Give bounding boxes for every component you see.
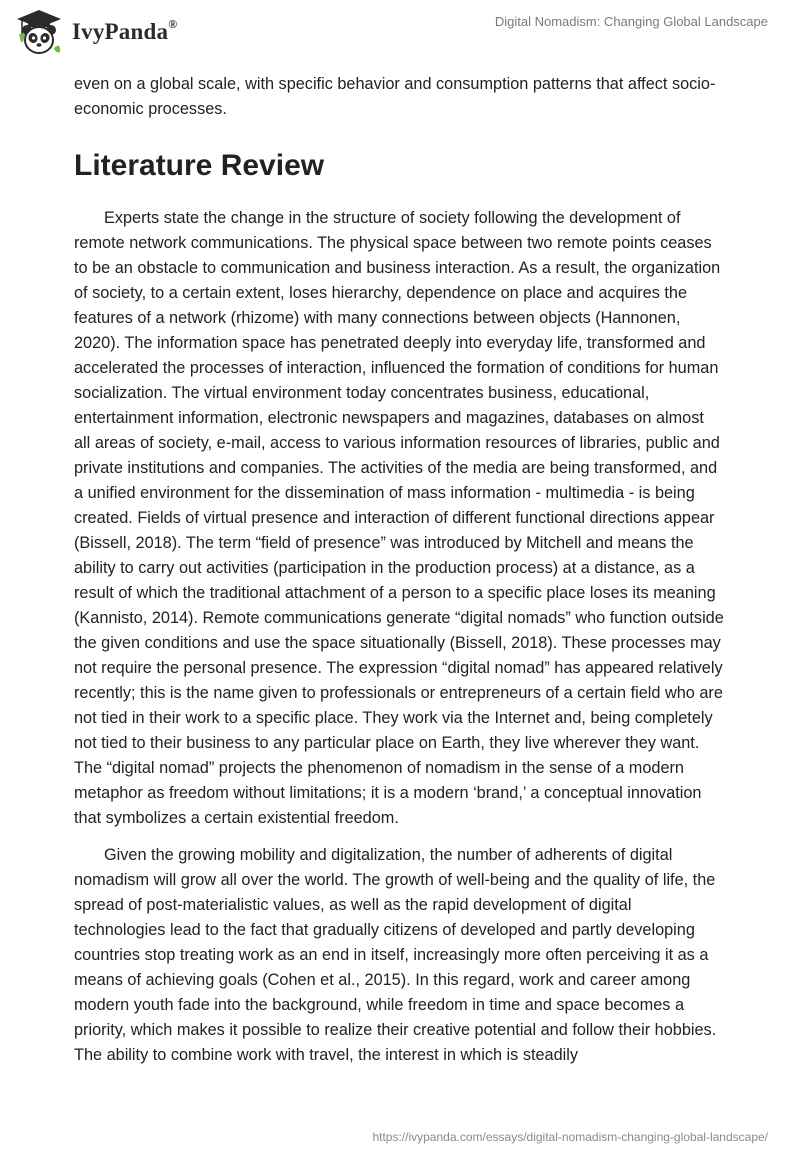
body-paragraph-2: Given the growing mobility and digitalization, the number of adherents of digital nomadism will grow all over the world. The growth of well-being and the quality of life, the spread of post-materialistic values, as well as the rapid development of digital technologies lead to the fact that gradually citizens of developed and partly developing countries stop treating work as an end in itself, increasingly more often perceiving it as a means of achieving goals (Cohen et al., 2015). In this regard, work and career among modern youth fade into the background, while freedom in time and space becomes a priority, which makes it possible to realize their creative potential and follow their hobbies. The ability to combine work with travel, the interest in which is steadily [74, 846, 717, 1064]
panda-graduate-icon [14, 8, 64, 56]
page-header [0, 0, 800, 62]
brand-logo[interactable] [14, 8, 177, 56]
intro-continuation-paragraph: even on a global scale, with specific behavior and consumption patterns that affect socio-economic processes. [74, 75, 716, 118]
source-url[interactable]: https://ivypanda.com/essays/digital-nomadism-changing-global-landscape/ [372, 1130, 768, 1144]
document-title: Digital Nomadism: Changing Global Landscape [494, 14, 768, 29]
essay-body [74, 72, 724, 1068]
brand-name: IvyPanda® [72, 17, 178, 44]
body-paragraph-1: Experts state the change in the structure of society following the development of remote network communications. The physical space between two remote points ceases to be an obstacle to communication and business interaction. As a result, the organization of society, to a certain extent, loses hierarchy, dependence on place and acquires the features of a network (rhizome) with many connections between objects (Hannonen, 2020). The information space has penetrated deeply into everyday life, transformed and accelerated the processes of interaction, influenced the formation of conditions for human socialization. The virtual environment today concentrates business, educational, entertainment information, electronic newspapers and magazines, databases on almost all areas of society, e-mail, access to various information resources of libraries, public and private institutions and companies. The activities of the media are being transformed, and a unified environment for the dissemination of mass information - multimedia - is being created. Fields of virtual presence and interaction of different functional directions appear (Bissell, 2018). The term “field of presence” was introduced by Mitchell and means the ability to carry out activities (participation in the production process) at a distance, as a result of which the traditional attachment of a person to a specific place loses its meaning (Kannisto, 2014). Remote communications generate “digital nomads” who function outside the given conditions and use the space situationally (Bissell, 2018). These processes may not require the personal presence. The expression “digital nomad” has appeared relatively recently; this is the name given to professionals or entrepreneurs of a certain field who are not tied in their work to a specific place. They work via the Internet and, being completely not tied to their business to any particular place on Earth, they live wherever they want. The “digital nomad” projects the phenomenon of nomadism in the sense of a modern metaphor as freedom without limitations; it is a modern ‘brand,’ a conceptual innovation that symbolizes a certain existential freedom. [74, 209, 724, 827]
trademark-symbol: ® [168, 17, 178, 32]
section-heading: Literature Review [74, 149, 325, 182]
